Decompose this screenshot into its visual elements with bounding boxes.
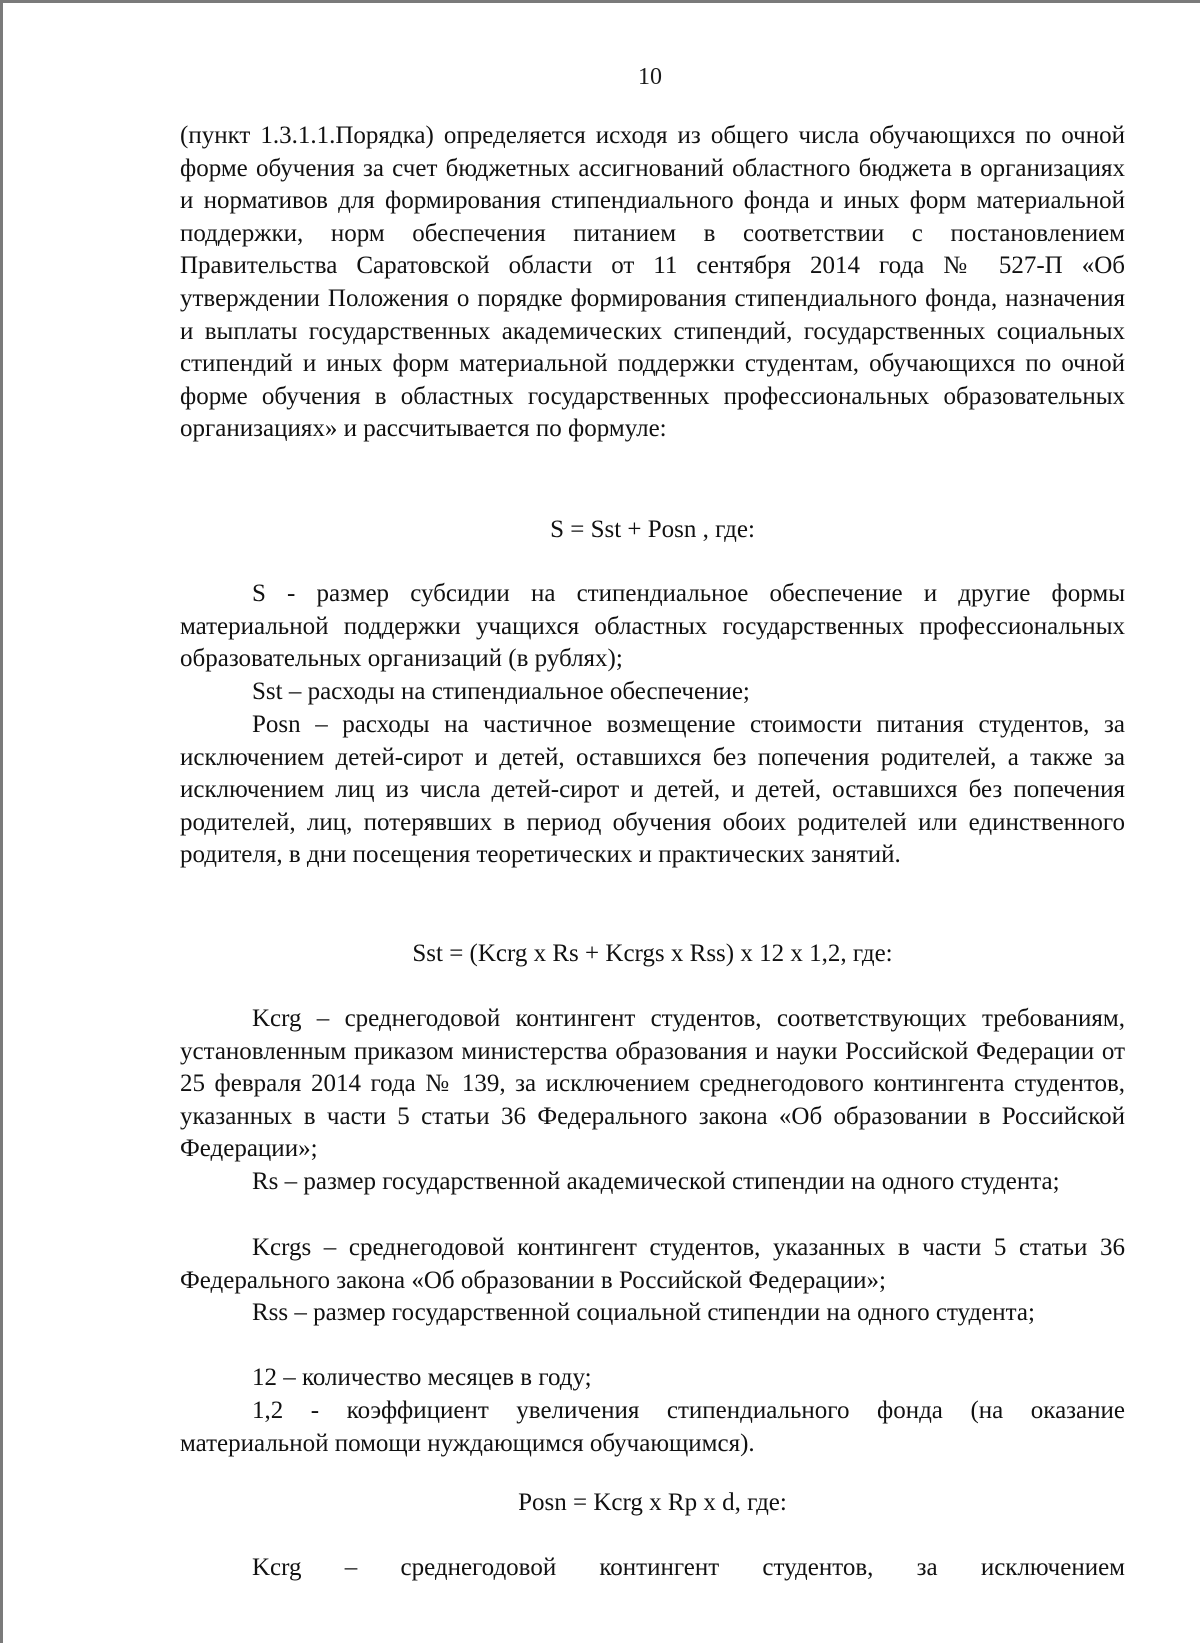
formula-sst: Sst = (Kcrg x Rs + Kcrgs x Rss) x 12 x 1,2, где: <box>412 940 893 967</box>
definition-rss: Rss – размер государственной социальной стипендии на одного студента; <box>252 1299 1035 1326</box>
definition-posn: Posn – расходы на частичное возмещение стоимости питания студентов, за исключением детей-сирот и детей, оставшихся без попечения родителей, а также за исключением лиц из числа детей-сирот и детей, и детей, оставшихся без попечения родителей, лиц, потерявших в период обучения обоих родителей или единственного родителя, в дни посещения теоретических и практических занятий. <box>180 711 1125 869</box>
definition-rs: Rs – размер государственной академической стипендии на одного студента; <box>252 1168 1060 1195</box>
definition-12: 12 – количество месяцев в году; <box>252 1364 592 1391</box>
page-number: 10 <box>638 64 662 90</box>
intro-paragraph: (пункт 1.3.1.1.Порядка) определяется исходя из общего числа обучающихся по очной форме обучения за счет бюджетных ассигнований областного бюджета в организациях и нормативов для формирования стипендиального фонда и иных форм материальной поддержки, норм обеспечения питанием в соответствии с постановлением Правительства Саратовской области от 11 сентября 2014 года № 527-П «Об утверждении Положения о порядке формирования стипендиального фонда, назначения и выплаты государственных академических стипендий, государственных социальных стипендий и иных форм материальной поддержки студентам, обучающихся по очной форме обучения в областных государственных профессиональных образовательных организациях» и рассчитывается по формуле: <box>180 122 1125 443</box>
definition-kcrg-2: Kcrg – среднегодовой контингент студентов, за исключением <box>252 1554 1125 1581</box>
definition-kcrgs: Kcrgs – среднегодовой контингент студентов, указанных в части 5 статьи 36 Федерального закона «Об образовании в Российской Федерации»; <box>180 1234 1125 1294</box>
formula-posn: Posn = Kcrg x Rp x d, где: <box>518 1489 787 1516</box>
formula-s: S = Sst + Posn , где: <box>550 516 755 543</box>
definition-sst: Sst – расходы на стипендиальное обеспечение; <box>252 678 750 705</box>
definition-kcrg: Kcrg – среднегодовой контингент студентов, соответствующих требованиям, установленным приказом министерства образования и науки Российской Федерации от 25 февраля 2014 года № 139, за исключением среднегодового контингента студентов, указанных в части 5 статьи 36 Федерального закона «Об образовании в Российской Федерации»; <box>180 1005 1125 1163</box>
definition-s: S - размер субсидии на стипендиальное обеспечение и другие формы материальной поддержки учащихся областных государственных профессиональных образовательных организаций (в рублях); <box>180 580 1125 673</box>
definition-1-2: 1,2 - коэффициент увеличения стипендиального фонда (на оказание материальной помощи нуждающимся обучающимся). <box>180 1397 1125 1457</box>
